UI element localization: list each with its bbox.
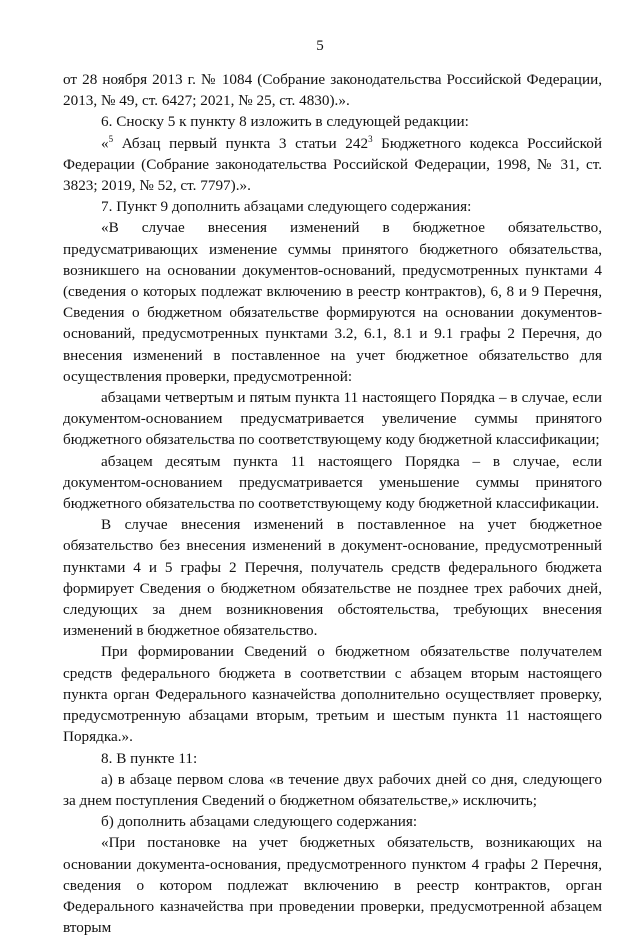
paragraph-6: абзацами четвертым и пятым пункта 11 настоящего Порядка – в случае, если документом-основанием предусматривается увеличение суммы принятого бюджетного обязательства по соответствующему коду бюджетной классификации; <box>63 389 602 449</box>
paragraph-10: 8. В пункте 11: <box>101 749 198 767</box>
footnote-marker: 5 <box>108 133 114 144</box>
footnote-text-end: Бюджетного кодекса Российской Федерации (Собрание законодательства Российской Федерации, 1998, № 31, ст. 3823; 2019, № 52, ст. 7797).». <box>63 134 603 195</box>
paragraph-3-footnote <box>63 133 602 197</box>
document-body <box>63 69 602 938</box>
paragraph-4: 7. Пункт 9 дополнить абзацами следующего содержания: <box>101 198 472 216</box>
quote-open: « <box>101 134 109 152</box>
paragraph-11: а) в абзаце первом слова «в течение двух рабочих дней со дня, следующего за днем поступления Сведений о бюджетном обязательстве,» исключить; <box>63 770 602 809</box>
paragraph-13: «При постановке на учет бюджетных обязательств, возникающих на основании документа-основания, предусмотренного пунктом 4 графы 2 Перечня, сведения о котором подлежат включению в реестр контрактов, орган Федерального казначейства при проведении проверки, предусмотренной абзацем вторым <box>63 834 602 937</box>
paragraph-2: 6. Сноску 5 к пункту 8 изложить в следующей редакции: <box>101 113 469 131</box>
paragraph-12: б) дополнить абзацами следующего содержания: <box>101 813 418 831</box>
paragraph-9: При формировании Сведений о бюджетном обязательстве получателем средств федерального бюджета в соответствии с абзацем вторым настоящего пункта орган Федерального казначейства дополнительно осуществляет проверку, предусмотренную абзацами вторым, третьим и шестым пункта 11 настоящего Порядка.». <box>63 643 602 746</box>
article-superscript: 3 <box>368 133 373 144</box>
paragraph-7: абзацем десятым пункта 11 настоящего Порядка – в случае, если документом-основанием предусматривается уменьшение суммы принятого бюджетного обязательства по соответствующему коду бюджетной классификации. <box>63 452 602 513</box>
paragraph-8: В случае внесения изменений в поставленное на учет бюджетное обязательство без внесения изменений в документ-основание, предусмотренный пунктами 4 и 5 графы 2 Перечня, получатель средств федерального бюджета формирует Сведения о бюджетном обязательстве не позднее трех рабочих дней, следующих за днем возникновения обстоятельства, требующих внесения изменений в бюджетное обязательство. <box>63 516 602 640</box>
paragraph-1: от 28 ноября 2013 г. № 1084 (Собрание законодательства Российской Федерации, 2013, № 49, ст. 6427; 2021, № 25, ст. 4830).». <box>63 71 602 110</box>
paragraph-5: «В случае внесения изменений в бюджетное обязательство, предусматривающих изменение суммы принятого бюджетного обязательства, возникшего на основании документов-оснований, предусмотренных пунктами 4 (сведения о которых подлежат включению в реестр контрактов), 6, 8 и 9 Перечня, Сведения о бюджетном обязательстве формируются на основании документов-оснований, предусмотренных пунктами 3.2, 6.1, 8.1 и 9.1 графы 2 Перечня, до внесения изменений в поставленное на учет бюджетное обязательство для осуществления проверки, предусмотренной: <box>63 219 602 385</box>
footnote-text-start: Абзац первый пункта 3 статьи 242 <box>113 134 369 152</box>
page-number: 5 <box>316 38 324 54</box>
